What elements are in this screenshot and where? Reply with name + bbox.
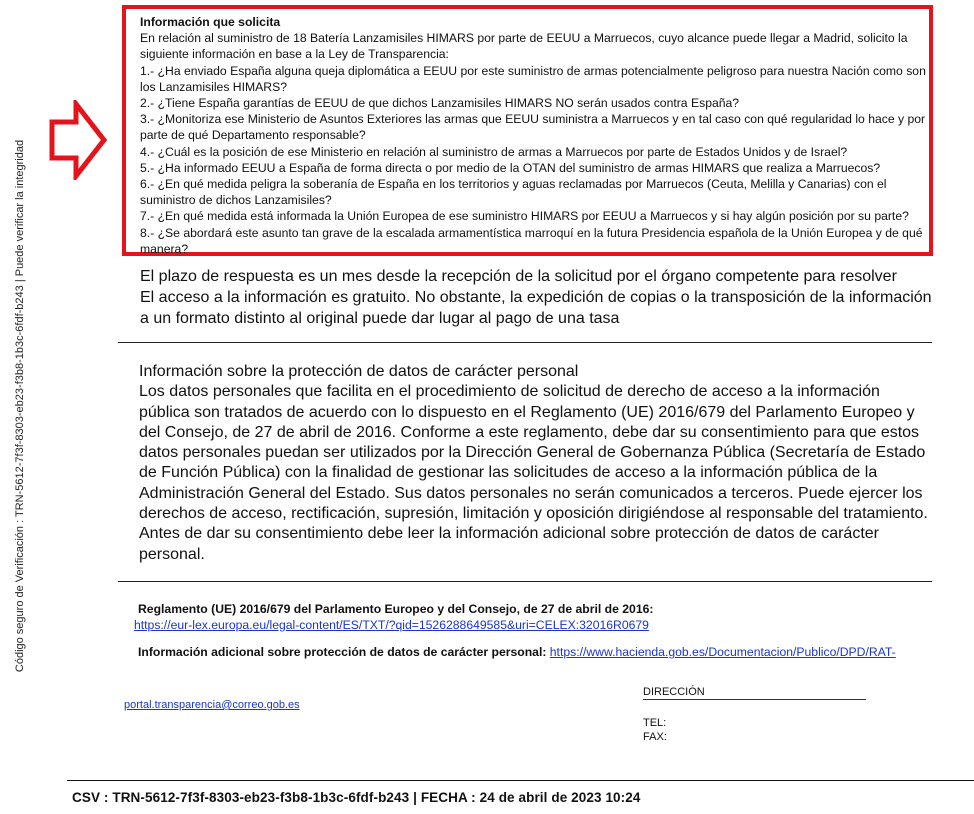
request-intro: En relación al suministro de 18 Batería Lanzamisiles HIMARS por parte de EEUU a Marruecos, cuyo alcance puede llegar a Madrid, solicito la siguiente información en base a la Ley de Transparencia: [140,31,908,62]
divider [118,342,932,343]
question-item: 7.- ¿En qué medida está informada la Unión Europea de ese suministro HIMARS por EEUU a Marruecos y si hay algún posición por su parte? [140,209,909,224]
question-item: 8.- ¿Se abordará este asunto tan grave de la escalada armamentística marroquí en la futura Presidencia española de la Unión Europea y de qué manera? [140,225,923,256]
reglamento-link[interactable]: https://eur-lex.europa.eu/legal-content/ES/TXT/?qid=1526288649585&uri=CELEX:32016R0679 [134,618,649,632]
requested-information-box [122,5,933,256]
divider [118,581,932,582]
direccion-line [643,699,866,700]
verification-side-text: Código seguro de Verificación : TRN-5612-7f3f-8303-eb23-f3b8-1b3c-6fdf-b243 | Puede verificar la integridad [14,139,26,673]
red-arrow-icon [48,100,108,180]
additional-info-reference [138,645,896,660]
response-terms [140,266,940,329]
access-cost-text: El acceso a la información es gratuito. No obstante, la expedición de copias o la transposición de la información a un formato distinto al original puede dar lugar al pago de una tasa [140,289,932,327]
tel-label: TEL: [643,717,667,729]
reglamento-label: Reglamento (UE) 2016/679 del Parlamento Europeo y del Consejo, de 27 de abril de 2016: [138,602,654,616]
question-item: 5.- ¿Ha informado EEUU a España de forma directa o por medio de la OTAN del suministro de armas HIMARS que realiza a Marruecos? [140,160,881,175]
direccion-label: DIRECCIÓN [643,686,705,698]
data-protection-body: Los datos personales que facilita en el procedimiento de solicitud de derecho de acceso a la información pública son tratados de acuerdo con lo dispuesto en el Reglamento (UE) 2016/679 del Parlamento Europeo y del Consejo, de 27 de abril de 2016. Conforme a este reglamento, debe dar su consentimiento para que estos datos personales puedan ser utilizados por la Dirección General de Gobernanza Pública (Secretaría de Estado de Función Pública) con la finalidad de gestionar las solicitudes de acceso a la información pública de la Administración General del Estado. Sus datos personales no serán comunicados a terceros. Puede ejercer los derechos de acceso, rectificación, supresión, limitación y oposición dirigiéndose al responsable del tratamiento. Antes de dar su consentimiento debe leer la información adicional sobre protección de datos de carácter personal. [139,383,928,563]
request-title: Información que solicita [140,15,281,29]
question-item: 3.- ¿Monitoriza ese Ministerio de Asuntos Exteriores las armas que EEUU suministra a Marruecos y en tal caso con qué regularidad lo hace y por parte de qué Departamento responsable? [140,112,926,143]
response-deadline-text: El plazo de respuesta es un mes desde la recepción de la solicitud por el órgano competente para resolver [140,268,897,285]
email-link[interactable]: portal.transparencia@correo.gob.es [124,699,300,711]
data-protection-section [139,362,929,565]
data-protection-title: Información sobre la protección de datos de carácter personal [139,363,579,380]
email-link-wrap [124,699,300,711]
fax-label: FAX: [643,731,667,743]
footer-divider [67,780,974,781]
reglamento-link-wrap [134,618,649,633]
question-item: 4.- ¿Cuál es la posición de ese Ministerio en relación al suministro de armas a Marruecos por parte de Estados Unidos y de Israel? [140,144,848,159]
reglamento-reference [138,602,653,617]
question-item: 1.- ¿Ha enviado España alguna queja diplomática a EEUU por este suministro de armas potencialmente peligroso para nuestra Nación como son los Lanzamisiles HIMARS? [140,63,926,94]
additional-info-link[interactable]: https://www.hacienda.gob.es/Documentacion/Publico/DPD/RAT- [549,645,896,659]
question-item: 6.- ¿En qué medida peligra la soberanía de España en los territorios y aguas reclamadas por Marruecos (Ceuta, Melilla y Canarias) con el suministro de dichos Lanzamisiles? [140,177,887,208]
question-item: 2.- ¿Tiene España garantías de EEUU de que dichos Lanzamisiles HIMARS NO serán usados contra España? [140,96,740,111]
csv-footer: CSV : TRN-5612-7f3f-8303-eb23-f3b8-1b3c-6fdf-b243 | FECHA : 24 de abril de 2023 10:24 [72,790,641,805]
additional-info-label: Información adicional sobre protección de datos de carácter personal: [138,645,547,659]
